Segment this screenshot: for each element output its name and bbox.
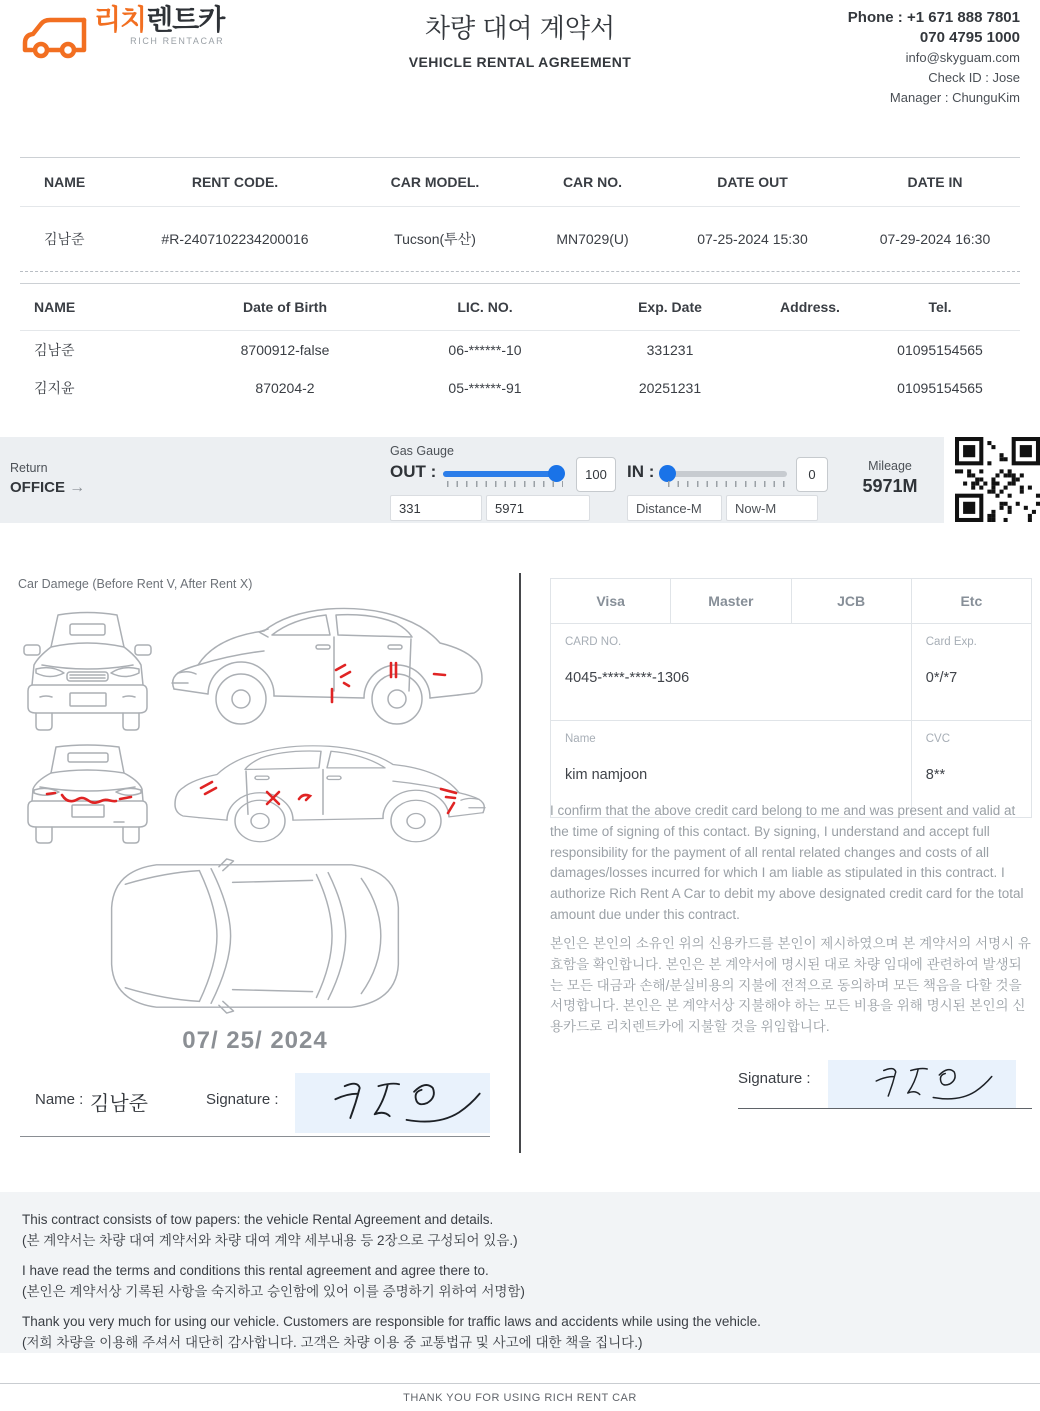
rental-table-header: [20, 158, 1020, 207]
confirmation-text-english: I confirm that the above credit card belong to me and was present and valid at the time of signing of this contact. By signing, I understand and accept full responsibility for the payment of all rental related changes and costs of all damages/losses incurred for which I am liable as stipulated in this contract. I authorize Rich Rent A Car to debit my above designated credit card for the total amount due under this contract.: [550, 803, 1024, 922]
col-car-model: CAR MODEL.: [390, 174, 480, 190]
renter-name-value: 김남준: [90, 1093, 148, 1115]
tab-visa[interactable]: Visa: [551, 579, 671, 624]
column-divider: [519, 573, 521, 1153]
car-front-view: [20, 609, 155, 747]
rental-info-table: [20, 157, 1020, 272]
odometer-end-input[interactable]: [486, 495, 590, 521]
gas-out-value: 100: [576, 457, 616, 492]
renter-signature: [295, 1073, 505, 1133]
gas-out-slider-thumb[interactable]: [548, 465, 565, 482]
card-exp-label: Card Exp.: [925, 636, 977, 648]
office-label: OFFICE: [10, 479, 65, 496]
in-label: IN :: [627, 462, 655, 481]
note-1: [22, 1209, 1040, 1251]
car-rear-view: [20, 743, 155, 853]
driver-row-1: [20, 331, 1020, 369]
note-3: [22, 1311, 1040, 1353]
phone-number-2: 070 4795 1000: [919, 29, 1020, 46]
gas-gauge-bar: [0, 437, 944, 523]
contract-notes: [0, 1192, 1040, 1353]
driver2-license: 05-******-91: [448, 380, 522, 396]
odometer-start-input[interactable]: [390, 495, 482, 521]
card-name-value: kim namjoon: [565, 767, 648, 783]
card-exp-cell: [911, 624, 1031, 721]
col-date-out: DATE OUT: [717, 174, 788, 190]
gas-in-ticks: [668, 481, 786, 487]
renter-name: 김남준: [44, 231, 85, 247]
cvc-value: 8**: [925, 767, 946, 783]
out-label: OUT :: [390, 462, 437, 481]
driver2-name: 김지윤: [34, 380, 75, 396]
driver1-name: 김남준: [34, 342, 75, 358]
gas-out-ticks: [447, 481, 563, 487]
col-tel: Tel.: [928, 299, 952, 315]
signature-label: Signature :: [206, 1091, 279, 1108]
driver2-dob: 870204-2: [255, 380, 315, 396]
driver1-dob: 8700912-false: [240, 342, 330, 358]
col-name: NAME: [34, 299, 76, 315]
note-1-ko: (본 계약서는 차량 대여 계약서와 차량 대여 계약 세부내용 등 2장으로 구성되어 있음.): [22, 1233, 518, 1248]
mileage-label: Mileage: [868, 459, 912, 473]
cardholder-signature-box[interactable]: [828, 1060, 1016, 1108]
logo-text-rentcar: 렌트카: [146, 4, 225, 35]
tab-jcb[interactable]: JCB: [791, 579, 911, 624]
footer-thanks: THANK YOU FOR USING RICH RENT CAR: [403, 1392, 637, 1404]
note-2-ko: (본인은 계약서상 기록된 사항을 숙지하고 승인함에 있어 이를 증명하기 위하여 서명함): [22, 1284, 525, 1299]
date-in: 07-29-2024 16:30: [879, 231, 991, 247]
note-1-en: This contract consists of tow papers: the vehicle Rental Agreement and details.: [22, 1212, 494, 1227]
rental-table-row: [20, 207, 1020, 272]
now-mileage-input[interactable]: [726, 495, 818, 521]
card-name-label: Name: [565, 733, 596, 745]
logo-text-rich: 리치: [94, 4, 147, 35]
gas-in-slider[interactable]: [661, 471, 787, 477]
phone-number-1: Phone : +1 671 888 7801: [847, 9, 1020, 26]
logo-subtext: RICH RENTACAR: [130, 36, 225, 46]
note-2: [22, 1260, 1040, 1302]
car-side-view-left: [168, 733, 490, 858]
email-address: info@skyguam.com: [905, 50, 1020, 65]
col-date-in: DATE IN: [907, 174, 963, 190]
driver1-tel: 01095154565: [897, 342, 983, 358]
manager-name: Manager : ChunguKim: [889, 90, 1020, 105]
title-korean: 차량 대여 계약서: [424, 13, 616, 43]
cvc-label: CVC: [925, 733, 951, 745]
driver-info-table: [20, 283, 1020, 407]
car-number: MN7029(U): [556, 231, 629, 247]
return-office: [10, 479, 85, 497]
note-2-en: I have read the terms and conditions this rental agreement and agree there to.: [22, 1263, 489, 1278]
col-name: NAME: [44, 174, 86, 190]
card-number-cell: [551, 624, 912, 721]
cardholder-signature-label: Signature :: [738, 1070, 811, 1087]
right-signature-underline: [738, 1108, 1032, 1109]
note-3-ko: (저희 차량을 이용해 주셔서 대단히 감사합니다. 고객은 차량 이용 중 교통법규 및 사고에 대한 책을 집니다.): [22, 1335, 643, 1350]
driver2-exp: 20251231: [638, 380, 702, 396]
gas-gauge-label: Gas Gauge: [390, 444, 454, 458]
driver-table-header: [20, 284, 1020, 331]
car-model: Tucson(투산): [394, 231, 476, 247]
driver1-license: 06-******-10: [448, 342, 522, 358]
return-label: Return: [10, 461, 48, 475]
confirmation-text-korean: 본인은 본인의 소유인 위의 신용카드를 본인이 제시하였으며 본 계약서의 서명시 유효함을 확인합니다. 본인은 본 계약서에 명시된 대로 차량 임대에 관련하여 발생되는 모든 대금과 손해/분실비용의 지불에 전적으로 동의하며 모든 책음을 다할 것을 서명합니다. 본인은 본 계약서상 지불해야 하는 모든 비용을 위해 명시된 본인의 신용카드로 리치렌트카에 지불할 것을 위임합니다.: [550, 936, 1031, 1035]
footer-divider: [0, 1383, 1040, 1384]
card-brand-tabs: [551, 579, 1032, 624]
distance-input[interactable]: [627, 495, 722, 521]
car-top-view: [102, 857, 407, 1015]
mileage-block: [838, 459, 942, 497]
left-signature-underline: [20, 1136, 490, 1137]
driver2-tel: 01095154565: [897, 380, 983, 396]
cardholder-signature: [828, 1060, 1028, 1108]
contact-info: [848, 8, 1020, 108]
note-3-en: Thank you very much for using our vehicle. Customers are responsible for traffic laws and accidents while using the vehicle.: [22, 1314, 761, 1329]
gas-in-slider-thumb[interactable]: [659, 465, 676, 482]
rent-code: #R-2407102234200016: [161, 231, 309, 247]
renter-signature-box[interactable]: [295, 1073, 490, 1133]
car-damage-title: Car Damege (Before Rent V, After Rent X): [18, 577, 253, 591]
col-rent-code: RENT CODE.: [191, 174, 279, 190]
name-label: Name :: [35, 1091, 84, 1108]
driver-row-2: [20, 369, 1020, 407]
credit-card-table: [550, 578, 1032, 818]
col-address: Address.: [780, 299, 840, 315]
col-dob: Date of Birth: [243, 299, 327, 315]
contract-date: 07/ 25/ 2024: [182, 1027, 328, 1054]
card-no-label: CARD NO.: [565, 636, 622, 648]
col-car-no: CAR NO.: [562, 174, 623, 190]
check-id: Check ID : Jose: [928, 70, 1020, 85]
col-license-no: LIC. NO.: [457, 299, 513, 315]
tab-etc[interactable]: Etc: [911, 579, 1031, 624]
car-damage-section: [10, 575, 510, 1160]
gas-out-slider[interactable]: [443, 471, 565, 477]
car-side-view-right: [168, 593, 488, 743]
payment-section: [550, 575, 1032, 1087]
mileage-value: 5971M: [862, 476, 918, 496]
date-out: 07-25-2024 15:30: [697, 231, 808, 247]
arrow-right-icon: →: [69, 479, 86, 496]
qr-code: [955, 437, 1040, 522]
card-exp-value: 0*/*7: [925, 670, 958, 686]
title-english: VEHICLE RENTAL AGREEMENT: [408, 54, 632, 70]
gas-in-value: 0: [796, 457, 828, 492]
col-exp-date: Exp. Date: [638, 299, 702, 315]
card-no-value: 4045-****-****-1306: [565, 670, 690, 686]
tab-master[interactable]: Master: [671, 579, 791, 624]
driver1-exp: 331231: [646, 342, 694, 358]
